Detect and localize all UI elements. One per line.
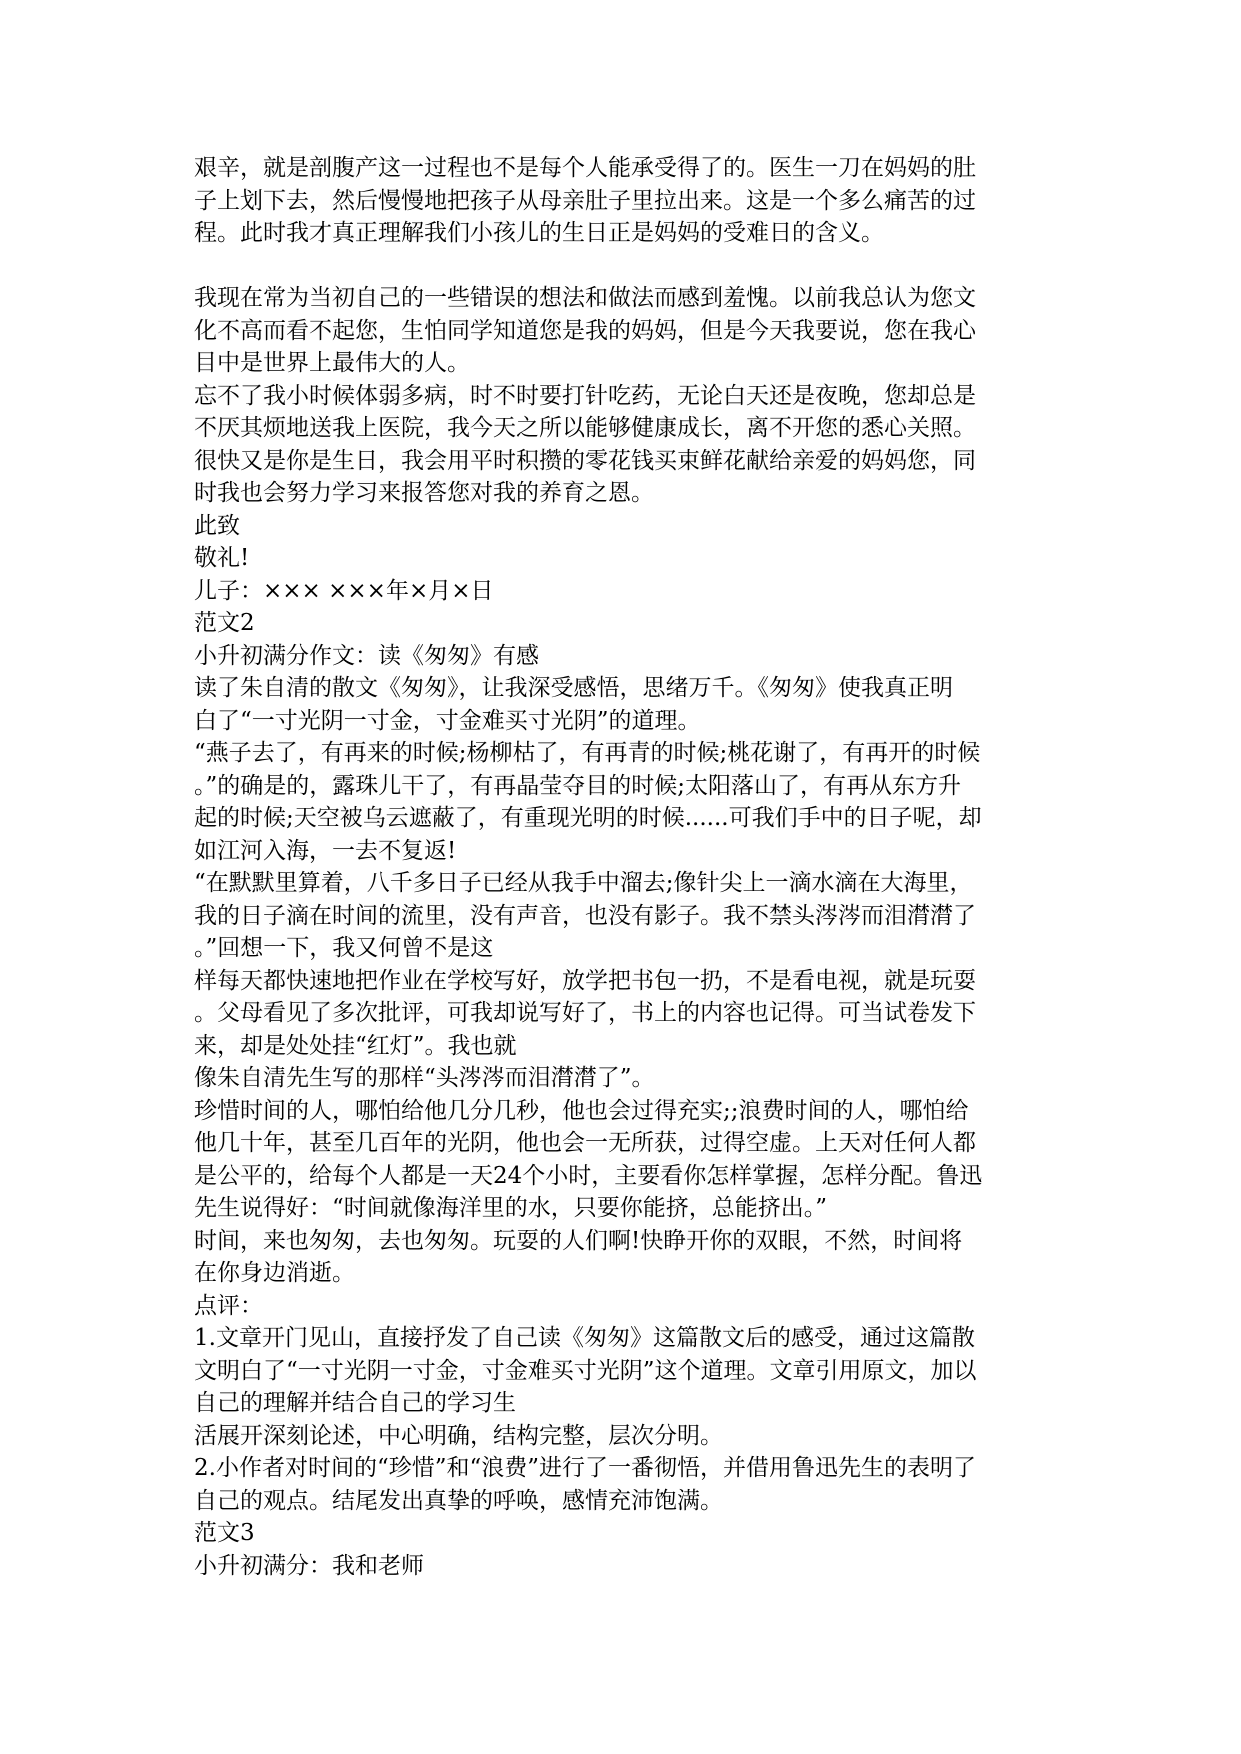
text-line: 此致 <box>194 512 240 539</box>
text-line: 白了“一寸光阴一寸金，寸金难买寸光阴”的道理。 <box>194 707 701 734</box>
text-line: 范文2 <box>194 610 255 636</box>
text-line: 儿子：××× ×××年×月×日 <box>194 577 494 604</box>
text-line: 小升初满分作文：读《匆匆》有感 <box>194 642 539 669</box>
text-line: 文明白了“一寸光阴一寸金，寸金难买寸光阴”这个道理。文章引用原文，加以 <box>194 1357 977 1384</box>
text-line: 活展开深刻论述，中心明确，结构完整，层次分明。 <box>194 1422 723 1449</box>
text-line: 起的时候;天空被乌云遮蔽了，有重现光明的时候......可我们手中的日子呢，却 <box>194 805 982 831</box>
text-line: 敬礼! <box>194 545 250 571</box>
text-line: 是公平的，给每个人都是一天24个小时，主要看你怎样掌握，怎样分配。鲁迅 <box>194 1162 983 1189</box>
text-line: 像朱自清先生写的那样“头涔涔而泪潸潸了”。 <box>194 1065 655 1091</box>
text-line: 我的日子滴在时间的流里，没有声音，也没有影子。我不禁头涔涔而泪潸潸了 <box>194 902 976 929</box>
text-line: 。父母看见了多次批评，可我却说写好了，书上的内容也记得。可当试卷发下 <box>194 1000 976 1026</box>
text-line: 化不高而看不起您，生怕同学知道您是我的妈妈，但是今天我要说，您在我心 <box>194 317 976 344</box>
text-line: 小升初满分：我和老师 <box>194 1552 424 1579</box>
text-line: 样每天都快速地把作业在学校写好，放学把书包一扔，不是看电视，就是玩耍 <box>194 967 976 994</box>
text-line: 目中是世界上最伟大的人。 <box>194 350 470 376</box>
text-line: 点评： <box>194 1292 263 1319</box>
text-line: 范文3 <box>194 1520 255 1546</box>
text-line: 时我也会努力学习来报答您对我的养育之恩。 <box>194 480 654 506</box>
text-line: 子上划下去，然后慢慢地把孩子从母亲肚子里拉出来。这是一个多么痛苦的过 <box>194 187 976 214</box>
text-line: 来，却是处处挂“红灯”。我也就 <box>194 1032 517 1059</box>
text-line: 如江河入海，一去不复返! <box>194 837 457 864</box>
text-line: 。”的确是的，露珠儿干了，有再晶莹夺目的时候;太阳落山了，有再从东方升 <box>194 772 962 799</box>
document-body <box>194 152 1050 1582</box>
text-line: 自己的理解并结合自己的学习生 <box>194 1390 516 1416</box>
text-line: 很快又是你是生日，我会用平时积攒的零花钱买束鲜花献给亲爱的妈妈您，同 <box>194 447 976 474</box>
text-line: “在默默里算着，八千多日子已经从我手中溜去;像针尖上一滴水滴在大海里， <box>194 870 973 896</box>
text-line: 自己的观点。结尾发出真挚的呼唤，感情充沛饱满。 <box>194 1487 723 1514</box>
text-line: 珍惜时间的人，哪怕给他几分几秒，他也会过得充实;;浪费时间的人，哪怕给 <box>194 1097 969 1124</box>
blank-line <box>194 250 1050 283</box>
text-line: 先生说得好：“时间就像海洋里的水，只要你能挤，总能挤出。” <box>194 1195 828 1221</box>
text-line: 艰辛，就是剖腹产这一过程也不是每个人能承受得了的。医生一刀在妈妈的肚 <box>194 155 976 181</box>
text-line: 。”回想一下，我又何曾不是这 <box>194 935 494 961</box>
text-line: 程。此时我才真正理解我们小孩儿的生日正是妈妈的受难日的含义。 <box>194 220 884 246</box>
text-line: “燕子去了，有再来的时候;杨柳枯了，有再青的时候;桃花谢了，有再开的时候 <box>194 740 981 766</box>
text-line: 我现在常为当初自己的一些错误的想法和做法而感到羞愧。以前我总认为您文 <box>194 285 976 311</box>
text-line: 1.文章开门见山，直接抒发了自己读《匆匆》这篇散文后的感受，通过这篇散 <box>194 1325 975 1351</box>
text-line: 忘不了我小时候体弱多病，时不时要打针吃药，无论白天还是夜晚，您却总是 <box>194 382 976 409</box>
text-line: 在你身边消逝。 <box>194 1260 355 1286</box>
text-line: 他几十年，甚至几百年的光阴，他也会一无所获，过得空虚。上天对任何人都 <box>194 1130 976 1156</box>
text-line: 不厌其烦地送我上医院，我今天之所以能够健康成长，离不开您的悉心关照。 <box>194 415 976 441</box>
text-line: 读了朱自清的散文《匆匆》，让我深受感悟，思绪万千。《匆匆》使我真正明 <box>194 675 953 701</box>
text-line: 2.小作者对时间的“珍惜”和“浪费”进行了一番彻悟，并借用鲁迅先生的表明了 <box>194 1455 976 1481</box>
text-line: 时间，来也匆匆，去也匆匆。玩耍的人们啊!快睁开你的双眼，不然，时间将 <box>194 1227 963 1254</box>
